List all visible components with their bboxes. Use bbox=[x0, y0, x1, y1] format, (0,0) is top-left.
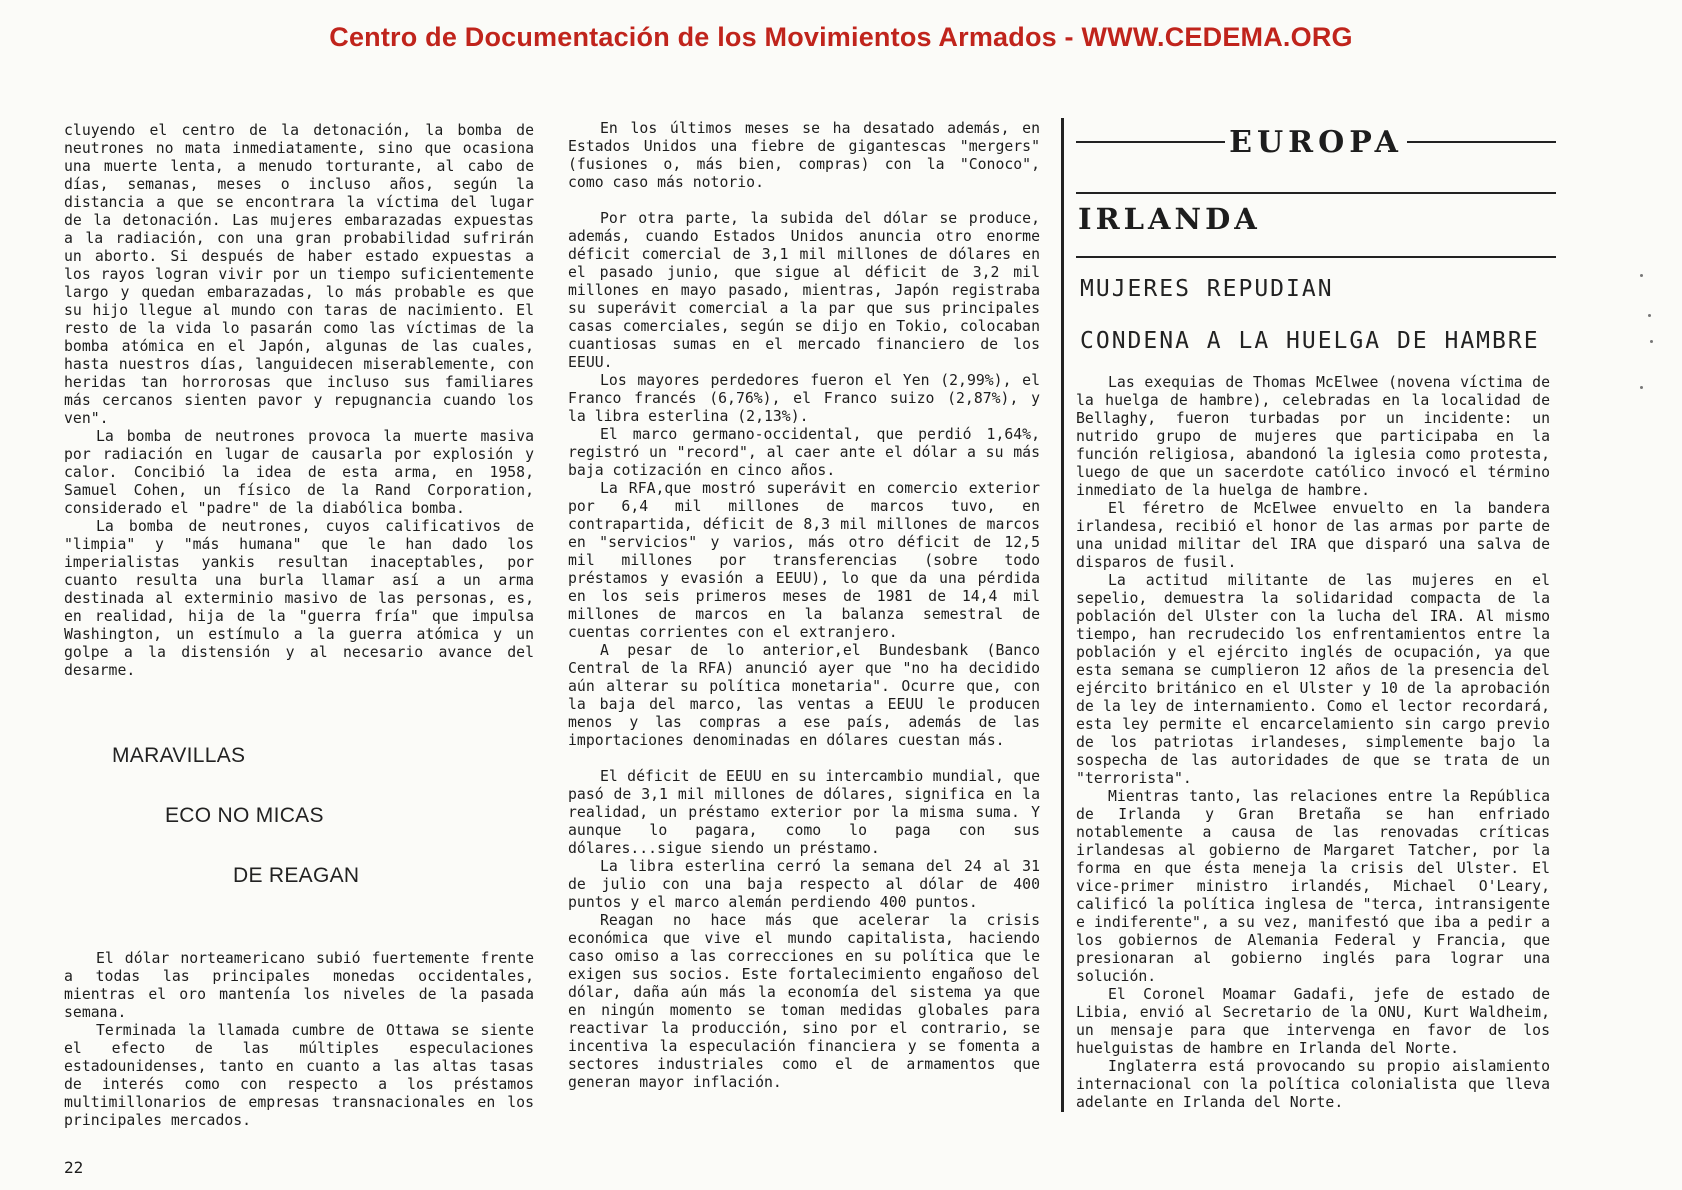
rule bbox=[1076, 192, 1556, 194]
paragraph: A pesar de lo anterior,el Bundesbank (Banco Central de la RFA) anunció ayer que "no ha decidido aún alterar su política monetaria". Ocurre que, con la baja del marco, las ventas a EEUU le producen menos y las compras a ese país, además de las importaciones denominadas en dólares cuestan más. bbox=[568, 642, 1040, 749]
paragraph: El dólar norteamericano subió fuertemente frente a todas las principales monedas occidentales, mientras el oro mantenía los niveles de la pasada semana. bbox=[64, 950, 534, 1021]
headline-line-1: MUJERES REPUDIAN bbox=[1080, 276, 1334, 302]
paragraph: El marco germano-occidental, que perdió 1,64%, registró un "record", al caer ante el dólar a su más baja cotización en cinco años. bbox=[568, 426, 1040, 479]
paragraph: cluyendo el centro de la detonación, la bomba de neutrones no mata inmediatamente, sino que ocasiona una muerte lenta, a menudo torturante, al cabo de días, semanas, meses o incluso años, según la distancia a que se encontrara la víctima del lugar de la detonación. Las mujeres embarazadas expuestas a la radiación, con una gran probabilidad sufrirán un aborto. Si después de haber estado expuestas a los rayos logran vivir por un tiempo suficientemente largo y quedan embarazadas, lo más probable es que su hijo llegue al mundo con taras de nacimiento. El resto de la vida lo pasarán como las víctimas de la bomba atómica en el Japón, algunas de las cuales, hasta nuestros días, languidecen miserablemente, con heridas tan horrorosas que incluso sus familiares más cercanos sienten pavor y repugnancia cuando los ven". bbox=[64, 122, 534, 427]
article-title-line-3: DE REAGAN bbox=[233, 864, 360, 887]
column-middle bbox=[568, 120, 1040, 1092]
paragraph: Reagan no hace más que acelerar la crisis económica que vive el mundo capitalista, haciendo caso omiso a las correcciones en su política que le exigen sus socios. Este fortalecimiento engañoso del dólar, daña aún más la economía del sistema ya que en ningún momento se toman medidas globales para reactivar la producción, sino por el contrario, se incentiva la especulación financiera y se fomenta a sectores industriales como el de armamentos que generan mayor inflación. bbox=[568, 912, 1040, 1091]
paragraph: La bomba de neutrones, cuyos calificativos de "limpia" y "más humana" que le han dado los imperialistas yankis resultan inaceptables, por cuanto resulta una burla llamar así a un arma destinada al exterminio masivo de las personas, es, en realidad, hija de la "guerra fría" que impulsa Washington, un estímulo a la guerra atómica y un golpe a la distensión y al necesario avance del desarme. bbox=[64, 518, 534, 679]
paragraph: En los últimos meses se ha desatado además, en Estados Unidos una fiebre de gigantescas "mergers" (fusiones o, más bien, compras) con la "Conoco", como caso más notorio. bbox=[568, 120, 1040, 191]
paragraph: Terminada la llamada cumbre de Ottawa se siente el efecto de las múltiples especulaciones estadounidenses, tanto en cuanto a las altas tasas de interés como con respecto a los préstamos multimillonarios de empresas transnacionales en los principales mercados. bbox=[64, 1022, 534, 1129]
paragraph: Mientras tanto, las relaciones entre la República de Irlanda y Gran Bretaña se han enfriado notablemente a causa de las renovadas críticas irlandesas al gobierno de Margaret Tatcher, por la forma en que ésta meneja la crisis del Ulster. El vice-primer ministro irlandés, Michael O'Leary, calificó la política inglesa de "terca, intransigente e indiferente", a su vez, manifestó que iba a pedir a los gobiernos de Alemania Federal y Francia, que presionaran al gobierno inglés para lograr una solución. bbox=[1076, 788, 1550, 985]
paragraph: El déficit de EEUU en su intercambio mundial, que pasó de 3,1 mil millones de dólares, significa en la realidad, un préstamo exterior por la misma suma. Y aunque lo pagara, como lo paga con sus dólares...sigue siendo un préstamo. bbox=[568, 768, 1040, 857]
section-banner bbox=[1076, 122, 1556, 162]
column-left bbox=[64, 122, 534, 680]
scan-speck bbox=[1640, 274, 1643, 277]
column-left-bottom bbox=[64, 950, 534, 1130]
page-number: 22 bbox=[64, 1158, 84, 1177]
page-header: Centro de Documentación de los Movimientos Armados - WWW.CEDEMA.ORG bbox=[329, 22, 1353, 52]
paragraph: La libra esterlina cerró la semana del 24 al 31 de julio con una baja respecto al dólar de 400 puntos y el marco alemán perdiendo 400 puntos. bbox=[568, 858, 1040, 911]
paragraph: Las exequias de Thomas McElwee (novena víctima de la huelga de hambre), celebradas en la localidad de Bellaghy, fueron turbadas por un incidente: un nutrido grupo de mujeres que participaba en la función religiosa, abandonó la iglesia como protesta, luego de que un sacerdote católico invocó el término inmediato de la huelga de hambre. bbox=[1076, 374, 1550, 499]
scan-speck bbox=[1648, 314, 1651, 317]
article-title-line-1: MARAVILLAS bbox=[112, 744, 246, 767]
paragraph: Los mayores perdedores fueron el Yen (2,99%), el Franco francés (6,76%), el Franco suizo (2,87%), y la libra esterlina (2,13%). bbox=[568, 372, 1040, 425]
column-divider bbox=[1061, 118, 1064, 1112]
headline-line-2: CONDENA A LA HUELGA DE HAMBRE bbox=[1080, 328, 1540, 354]
rule-right bbox=[1407, 141, 1556, 143]
paragraph: Por otra parte, la subida del dólar se produce, además, cuando Estados Unidos anuncia otro enorme déficit comercial de 3,1 mil millones de dólares en el pasado junio, que sigue al déficit de 3,2 mil millones en mayo pasado, mientras, Japón registraba su superávit comercial a la par que sus principales casas comerciales, según se dijo en Tokio, colocaban cuantiosas sumas en el mercado financiero de los EEUU. bbox=[568, 210, 1040, 371]
paragraph: Inglaterra está provocando su propio aislamiento internacional con la política colonialista que lleva adelante en Irlanda del Norte. bbox=[1076, 1058, 1550, 1111]
section-title: EUROPA bbox=[1229, 124, 1403, 160]
paragraph: La RFA,que mostró superávit en comercio exterior por 6,4 mil millones de marcos tuvo, en contrapartida, déficit de 8,3 mil millones de marcos en "servicios" y varios, más otro déficit de 12,5 mil millones por transferencias (sobre todo préstamos y evasión a EEUU), lo que da una pérdida en los seis primeros meses de 1981 de 14,4 mil millones de marcos en la balanza semestral de cuentas corrientes con el extranjero. bbox=[568, 480, 1040, 641]
scan-speck bbox=[1640, 386, 1643, 389]
country-title: IRLANDA bbox=[1078, 202, 1261, 236]
paragraph: El Coronel Moamar Gadafi, jefe de estado de Libia, envió al Secretario de la ONU, Kurt Waldheim, un mensaje para que intervenga en favor de los huelguistas de hambre en Irlanda del Norte. bbox=[1076, 986, 1550, 1057]
column-right bbox=[1076, 374, 1550, 1112]
paragraph: El féretro de McElwee envuelto en la bandera irlandesa, recibió el honor de las armas por parte de una unidad militar del IRA que disparó una salva de disparos de fusil. bbox=[1076, 500, 1550, 571]
article-title-line-2: ECO NO MICAS bbox=[165, 804, 324, 827]
paragraph: La actitud militante de las mujeres en el sepelio, demuestra la solidaridad compacta de la población del Ulster con la lucha del IRA. Al mismo tiempo, han recrudecido los enfrentamientos entre la población y el ejército inglés de ocupación, ya que esta semana se cumplieron 12 años de la presencia del ejército británico en el Ulster y 10 de la aprobación de la ley de internamiento. Como el lector recordará, esta ley permite el encarcelamiento sin cargo previo de los patriotas irlandeses, simplemente bajo la sospecha de las autoridades de que se trata de un "terrorista". bbox=[1076, 572, 1550, 787]
paragraph: La bomba de neutrones provoca la muerte masiva por radiación en lugar de causarla por explosión y calor. Concibió la idea de esta arma, en 1958, Samuel Cohen, un físico de la Rand Corporation, considerado el "padre" de la diabólica bomba. bbox=[64, 428, 534, 517]
rule-left bbox=[1076, 141, 1225, 143]
scan-speck bbox=[1650, 340, 1653, 343]
rule bbox=[1076, 256, 1556, 258]
